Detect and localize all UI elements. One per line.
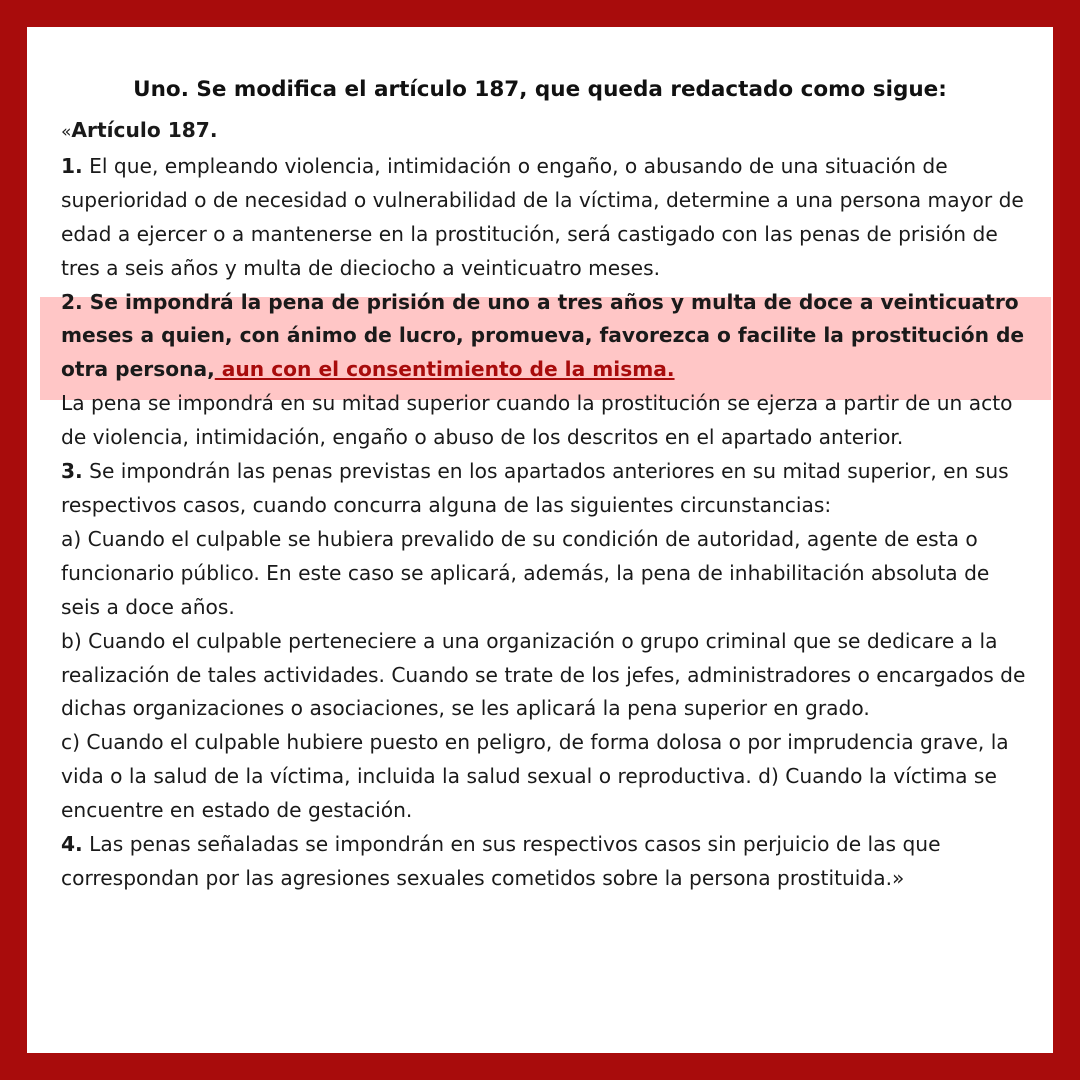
paragraph-3-text: Se impondrán las penas previstas en los apartados anteriores en su mitad superior, en sus respectivos casos, cuando concurra alguna de las siguientes circunstancias: [61,459,1009,517]
paragraph-3-number: 3. [61,459,83,484]
article-body [61,114,1031,896]
paragraph-3 [61,455,1031,523]
open-quote: « [61,122,72,142]
paragraph-2-text: 2. Se impondrá la pena de prisión de uno a tres años y multa de doce a veinticuatro meses a quien, con ánimo de lucro, promueva, favorezca o facilite la prostitución de otra persona, [61,289,1025,382]
paragraph-1-text: El que, empleando violencia, intimidación o engaño, o abusando de una situación de superioridad o de necesidad o vulnerabilidad de la víctima, determine a una persona mayor de edad a ejercer o a mantenerse en la prostitución, será castigado con las penas de prisión de tres a seis años y multa de dieciocho a veinticuatro meses. [61,153,1024,280]
item-c-d: c) Cuando el culpable hubiere puesto en peligro, de forma dolosa o por imprudencia grave, la vida o la salud de la víctima, incluida la salud sexual o reproductiva. d) Cuando la víctima se encuentre en estado de gestación. [61,730,1009,823]
paragraph-4-number: 4. [61,832,83,857]
paragraph-2-continuation: La pena se impondrá en su mitad superior cuando la prostitución se ejerza a partir de un acto de violencia, intimidación, engaño o abuso de los descritos en el apartado anterior. [61,391,1013,450]
paragraph-1-number: 1. [61,153,83,178]
item-b: b) Cuando el culpable perteneciere a una organización o grupo criminal que se dedicare a la realización de tales actividades. Cuando se trate de los jefes, administradores o encargados de dichas organizaciones o asociaciones, se les aplicará la pena superior en grado. [61,628,1026,721]
paragraph-4 [61,828,1031,896]
paragraph-1 [61,150,1031,286]
paragraph-4-text: Las penas señaladas se impondrán en sus respectivos casos sin perjuicio de las que correspondan por las agresiones sexuales cometidos sobre la persona prostituida.» [61,832,941,890]
article-title: Artículo 187. [71,118,218,142]
paragraph-2 [61,286,1031,388]
document-card [27,27,1053,1053]
item-a: a) Cuando el culpable se hubiera prevalido de su condición de autoridad, agente de esta o funcionario público. En este caso se aplicará, además, la pena de inhabilitación absoluta de seis a doce años. [61,526,990,619]
paragraph-2-highlight: aun con el consentimiento de la misma. [214,357,675,382]
article-title-line [61,114,1031,150]
document-heading: Uno. Se modifica el artículo 187, que queda redactado como sigue: [133,77,947,102]
